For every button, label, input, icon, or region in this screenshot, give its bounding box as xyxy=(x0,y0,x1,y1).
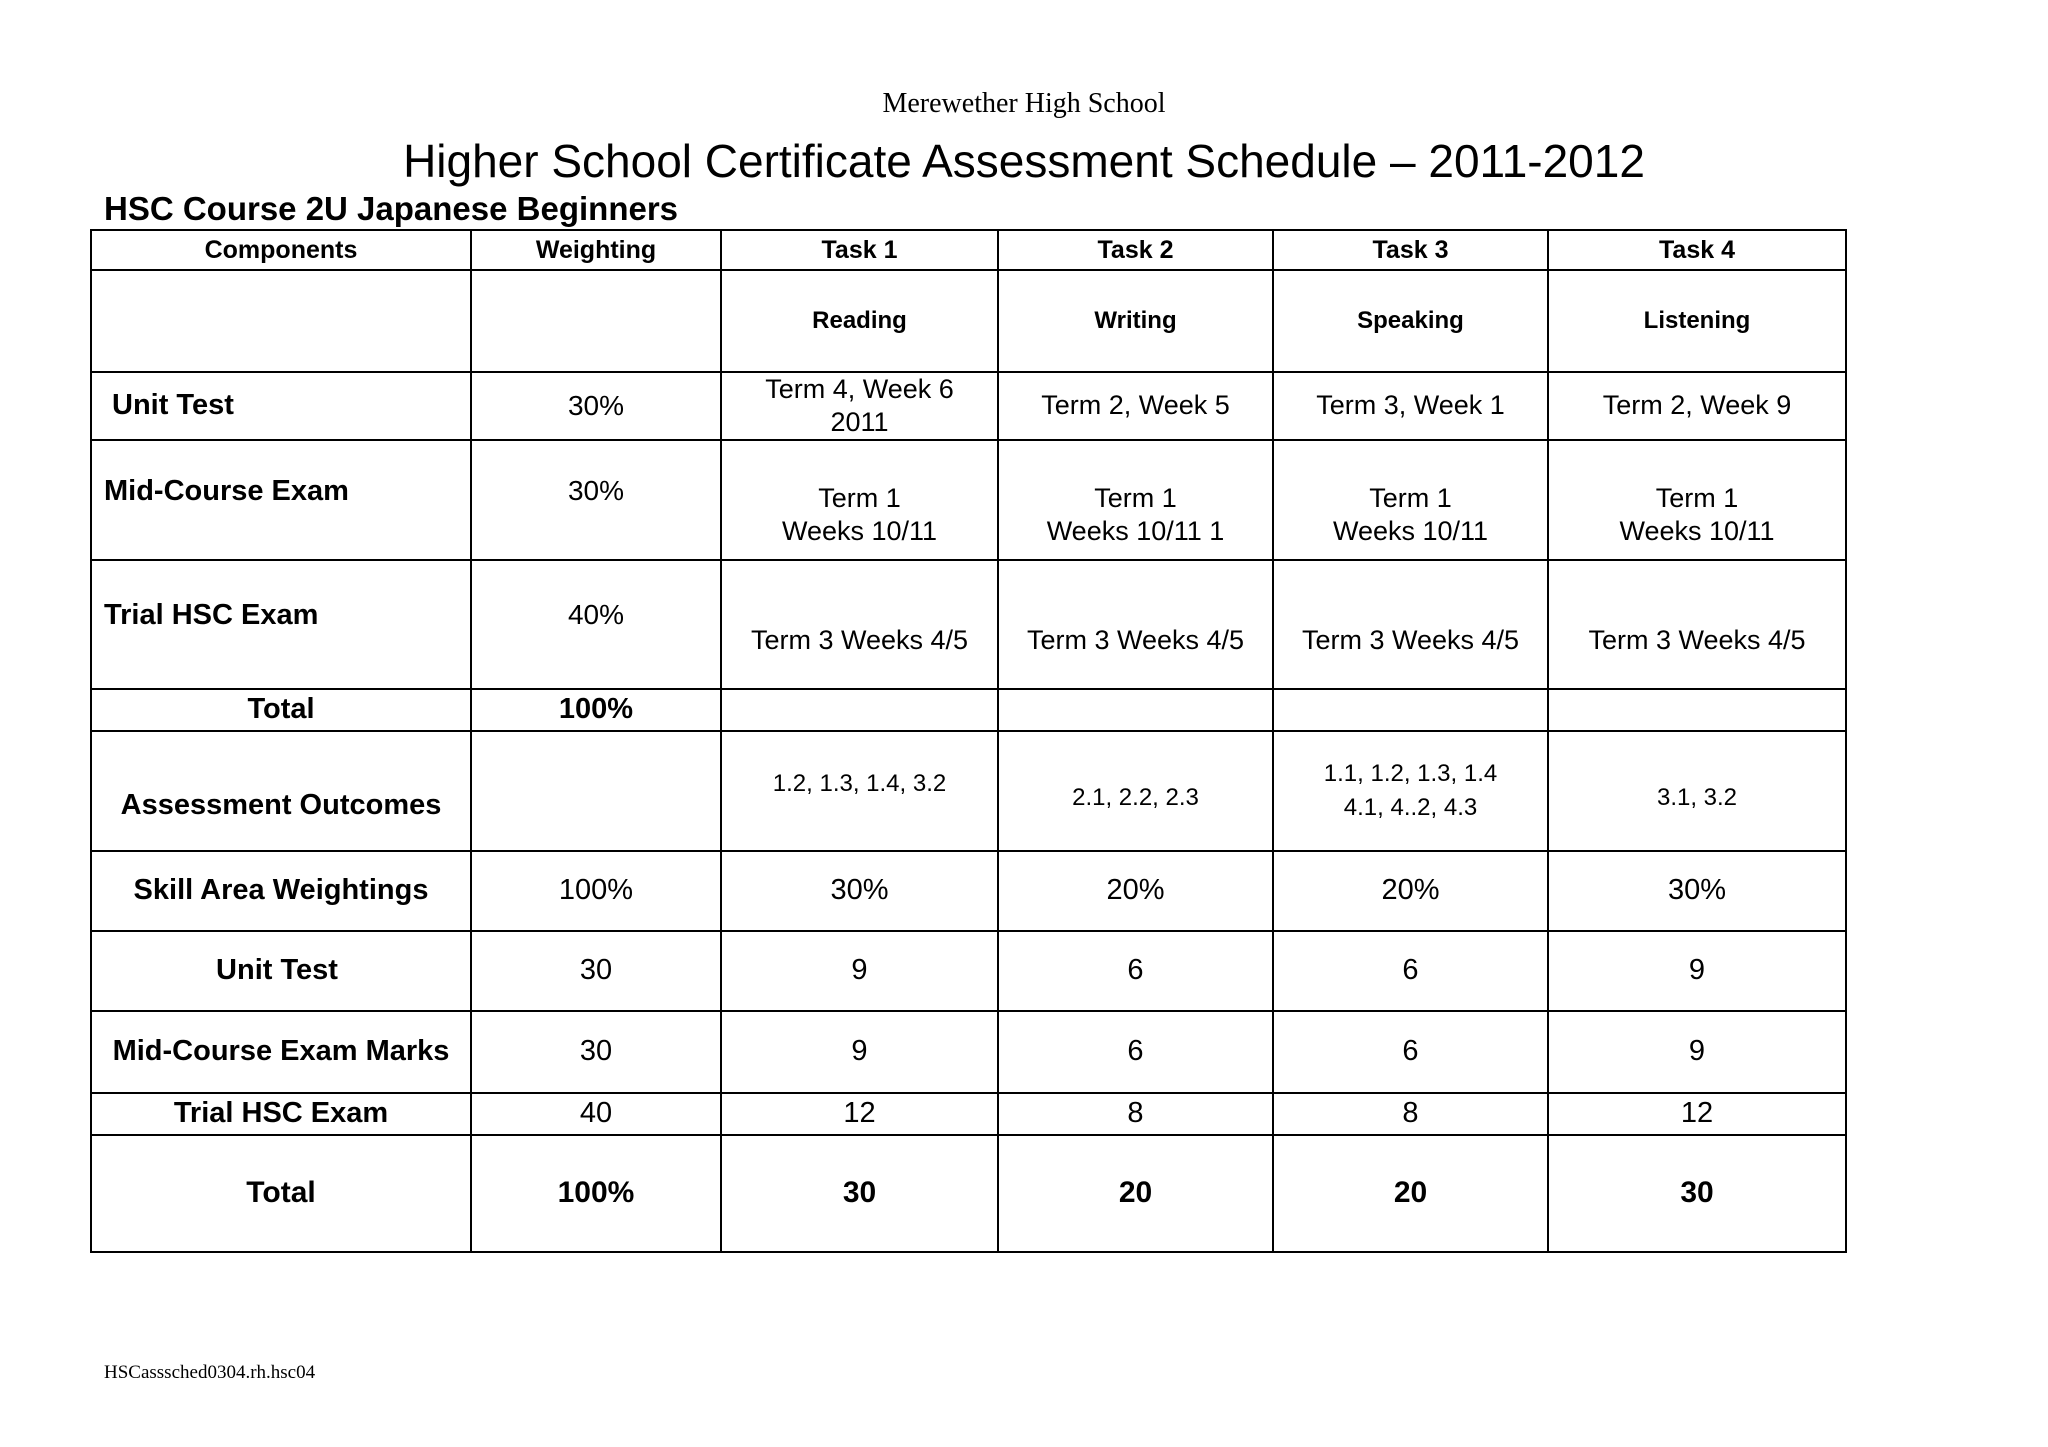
task-date-cell xyxy=(721,560,998,689)
marks-cell: 6 xyxy=(1273,1011,1548,1093)
task-date-cell xyxy=(1273,440,1548,560)
marks-label: Skill Area Weightings xyxy=(91,851,471,931)
marks-row xyxy=(91,1011,1846,1093)
outcomes-cell xyxy=(1548,731,1846,851)
empty-cell xyxy=(998,689,1273,731)
assessment-schedule-table xyxy=(90,229,1847,1253)
marks-row xyxy=(91,1093,1846,1135)
marks-cell: 8 xyxy=(1273,1093,1548,1135)
outcomes-cell xyxy=(721,731,998,851)
document-reference: HSCasssched0304.rh.hsc04 xyxy=(104,1362,316,1383)
marks-cell: 20 xyxy=(1273,1135,1548,1252)
marks-cell: 20% xyxy=(1273,851,1548,931)
task-date-line: Term 1 xyxy=(1369,482,1452,513)
outcomes-line: 3.1, 3.2 xyxy=(1656,784,1738,812)
marks-cell: 9 xyxy=(721,931,998,1011)
task-date-line: Weeks 10/11 xyxy=(1332,515,1489,546)
total-weighting: 100% xyxy=(471,689,721,731)
skill-cell: Reading xyxy=(721,270,998,372)
task-date-line: Term 3 Weeks 4/5 xyxy=(1588,624,1806,655)
marks-cell: 30 xyxy=(721,1135,998,1252)
marks-cell: 30 xyxy=(1548,1135,1846,1252)
marks-cell: 100% xyxy=(471,1135,721,1252)
task-date-line: Term 2, Week 9 xyxy=(1602,390,1792,421)
schedule-row xyxy=(91,440,1846,560)
outcomes-line: 4.1, 4..2, 4.3 xyxy=(1343,793,1478,821)
schedule-row xyxy=(91,560,1846,689)
outcomes-line: 2.1, 2.2, 2.3 xyxy=(1072,784,1199,812)
marks-cell: 30% xyxy=(721,851,998,931)
marks-cell: 20% xyxy=(998,851,1273,931)
marks-row xyxy=(91,931,1846,1011)
skill-cell: Speaking xyxy=(1273,270,1548,372)
empty-cell xyxy=(1548,689,1846,731)
marks-cell: 9 xyxy=(721,1011,998,1093)
marks-cell: 6 xyxy=(1273,931,1548,1011)
task-date-line: Term 4, Week 6 xyxy=(765,374,954,404)
marks-label: Unit Test xyxy=(91,931,471,1011)
task-date-cell xyxy=(998,560,1273,689)
component-label: Trial HSC Exam xyxy=(91,560,471,689)
header-cell: Task 2 xyxy=(998,230,1273,270)
marks-cell: 30 xyxy=(471,931,721,1011)
marks-total-row xyxy=(91,1135,1846,1252)
task-date-line: Weeks 10/11 xyxy=(1619,515,1775,546)
task-date-cell xyxy=(998,440,1273,560)
marks-label: Trial HSC Exam xyxy=(91,1093,471,1135)
task-date-line: 2011 xyxy=(830,406,889,437)
task-date-cell xyxy=(1548,372,1846,440)
marks-cell: 6 xyxy=(998,931,1273,1011)
task-date-line: Term 1 xyxy=(1094,482,1177,513)
skill-row xyxy=(91,270,1846,372)
marks-cell: 12 xyxy=(1548,1093,1846,1135)
component-label: Mid-Course Exam xyxy=(91,440,471,560)
marks-cell: 9 xyxy=(1548,1011,1846,1093)
task-date-cell xyxy=(998,372,1273,440)
task-date-cell xyxy=(721,440,998,560)
header-cell: Components xyxy=(91,230,471,270)
marks-cell: 100% xyxy=(471,851,721,931)
marks-cell: 30% xyxy=(1548,851,1846,931)
empty-cell xyxy=(471,270,721,372)
skill-cell: Writing xyxy=(998,270,1273,372)
empty-cell xyxy=(471,731,721,851)
header-cell: Task 1 xyxy=(721,230,998,270)
weighting-cell: 40% xyxy=(471,560,721,689)
school-name: Merewether High School xyxy=(882,88,1166,119)
task-date-line: Term 3 Weeks 4/5 xyxy=(1026,624,1245,655)
empty-cell xyxy=(721,689,998,731)
marks-cell: 40 xyxy=(471,1093,721,1135)
skill-cell: Listening xyxy=(1548,270,1846,372)
empty-cell xyxy=(91,270,471,372)
weighting-total-row xyxy=(91,689,1846,731)
page-title: Higher School Certificate Assessment Schedule – 2011-2012 xyxy=(403,135,1645,187)
outcomes-cell xyxy=(998,731,1273,851)
task-date-cell xyxy=(1273,560,1548,689)
weighting-cell: 30% xyxy=(471,440,721,560)
outcomes-line: 1.1, 1.2, 1.3, 1.4 xyxy=(1323,760,1498,788)
task-date-line: Term 3 Weeks 4/5 xyxy=(750,624,969,655)
outcomes-row xyxy=(91,731,1846,851)
marks-cell: 9 xyxy=(1548,931,1846,1011)
task-date-line: Term 3 Weeks 4/5 xyxy=(1301,624,1520,655)
task-date-line: Term 3, Week 1 xyxy=(1316,390,1505,421)
task-date-cell xyxy=(1548,560,1846,689)
empty-cell xyxy=(1273,689,1548,731)
weighting-cell: 30% xyxy=(471,372,721,440)
marks-cell: 8 xyxy=(998,1093,1273,1135)
total-label: Total xyxy=(91,689,471,731)
component-label: Unit Test xyxy=(91,372,471,440)
task-date-line: Term 1 xyxy=(818,482,901,513)
header-row xyxy=(91,230,1846,270)
task-date-cell xyxy=(721,372,998,440)
schedule-row xyxy=(91,372,1846,440)
course-title: HSC Course 2U Japanese Beginners xyxy=(104,190,679,227)
marks-cell: 30 xyxy=(471,1011,721,1093)
outcomes-cell xyxy=(1273,731,1548,851)
outcomes-line: 1.2, 1.3, 1.4, 3.2 xyxy=(772,770,947,798)
marks-label: Total xyxy=(91,1135,471,1252)
marks-label: Mid-Course Exam Marks xyxy=(91,1011,471,1093)
marks-cell: 20 xyxy=(998,1135,1273,1252)
task-date-line: Weeks 10/11 1 xyxy=(1046,515,1225,546)
marks-cell: 6 xyxy=(998,1011,1273,1093)
task-date-cell xyxy=(1273,372,1548,440)
task-date-line: Weeks 10/11 xyxy=(781,515,938,546)
header-cell: Task 3 xyxy=(1273,230,1548,270)
task-date-line: Term 1 xyxy=(1655,482,1739,513)
task-date-line: Term 2, Week 5 xyxy=(1041,390,1230,421)
outcomes-label: Assessment Outcomes xyxy=(91,731,471,851)
header-cell: Weighting xyxy=(471,230,721,270)
task-date-cell xyxy=(1548,440,1846,560)
header-cell: Task 4 xyxy=(1548,230,1846,270)
marks-cell: 12 xyxy=(721,1093,998,1135)
marks-row xyxy=(91,851,1846,931)
